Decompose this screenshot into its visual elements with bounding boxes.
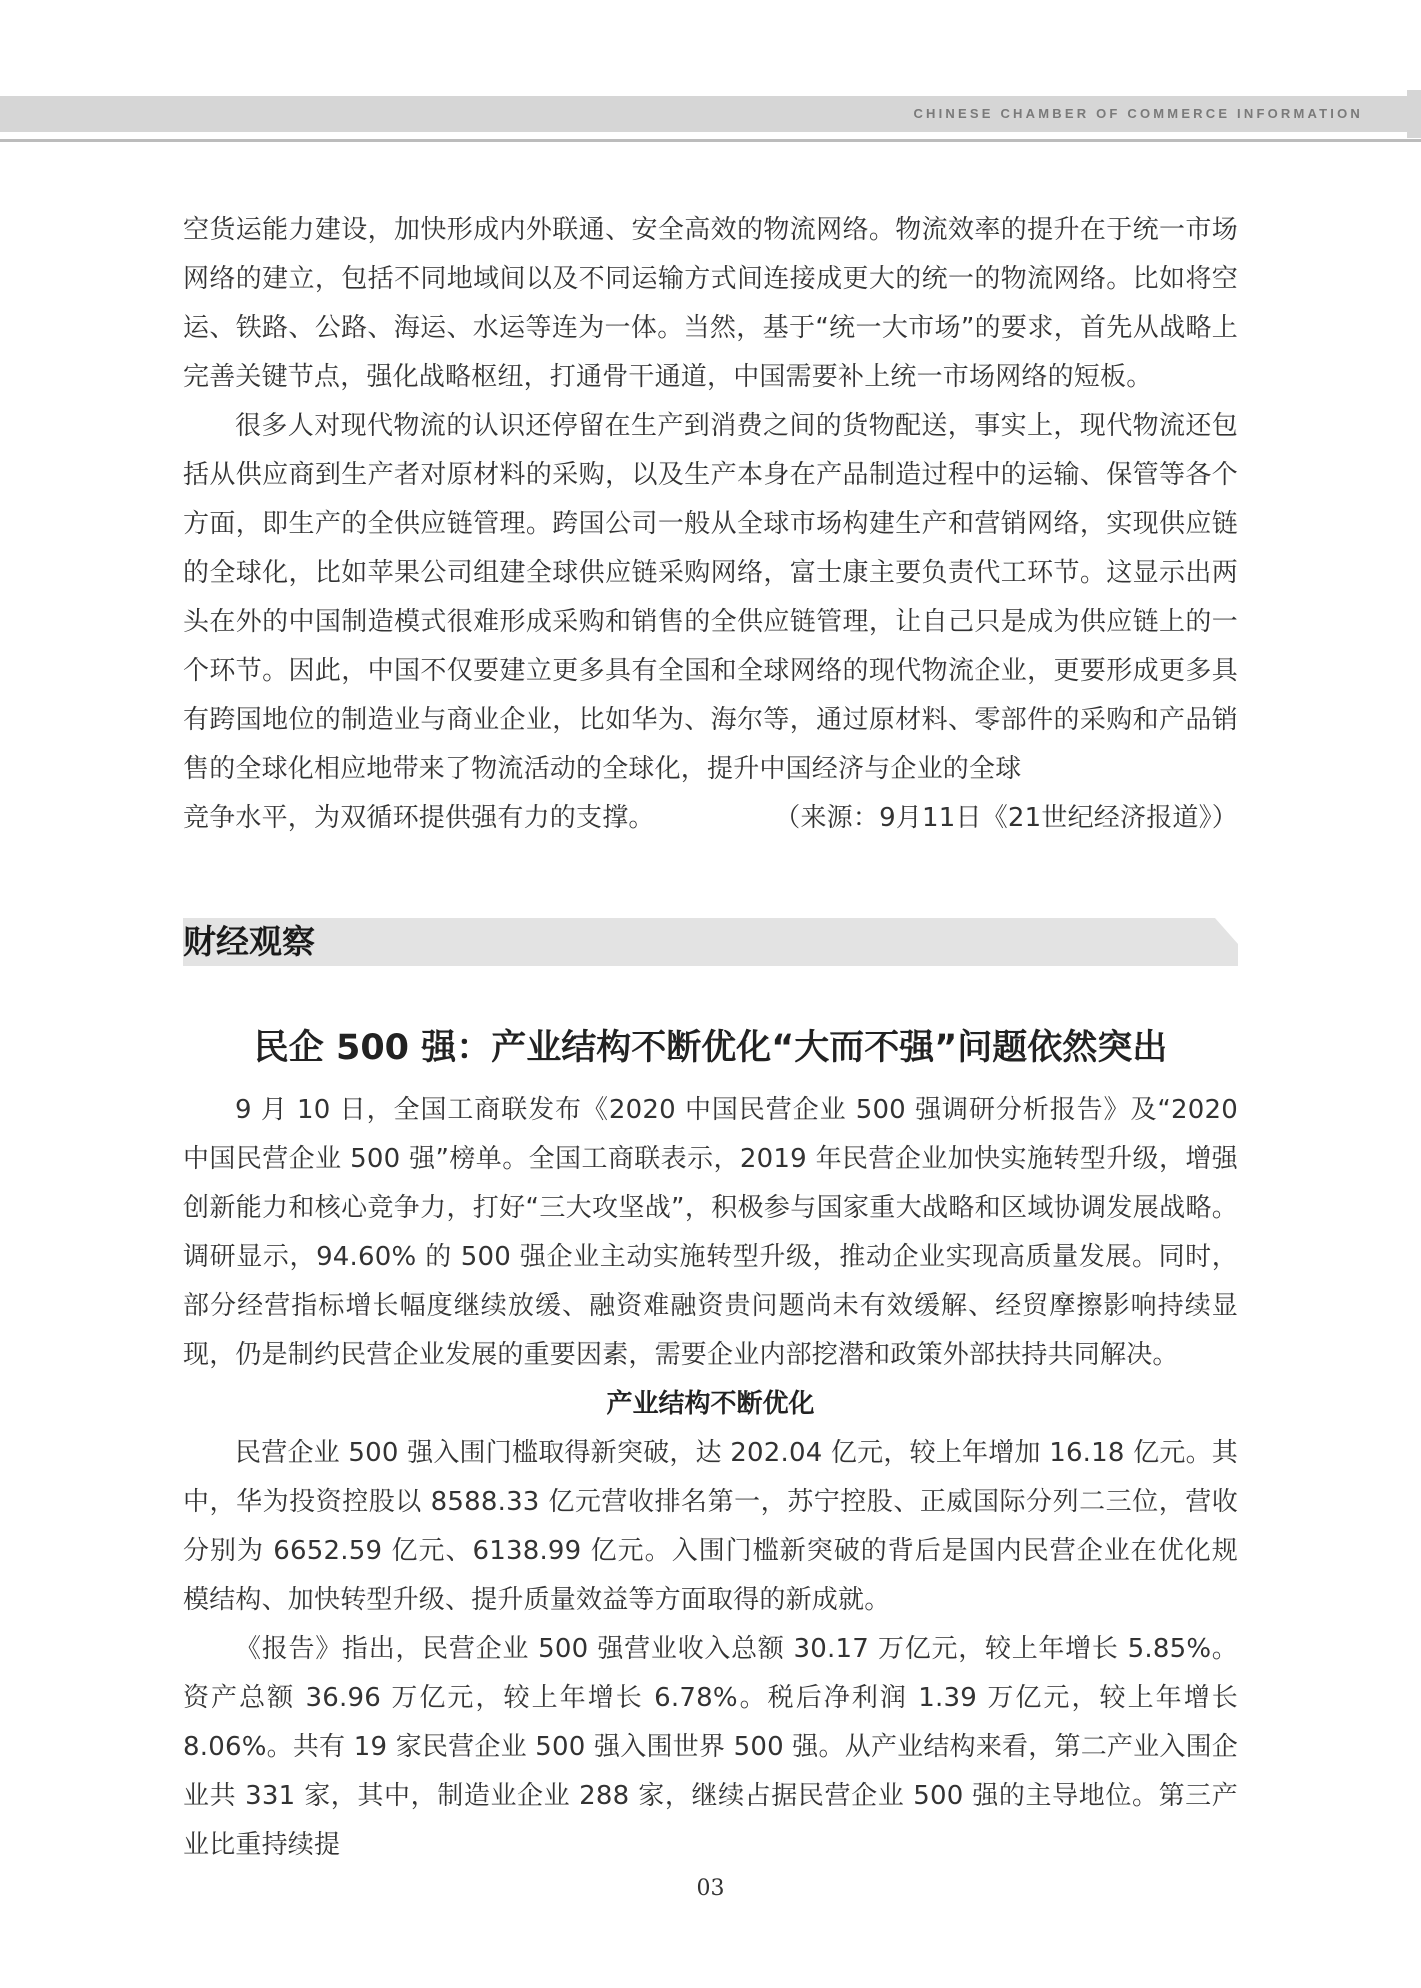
source-citation: （来源：9月11日《21世纪经济报道》） [774, 803, 1238, 833]
article-paragraph-1: 9 月 10 日，全国工商联发布《2020 中国民营企业 500 强调研分析报告》及“2020 中国民营企业 500 强”榜单。全国工商联表示，2019 年民营企业加快实施转型升级，增强创新能力和核心竞争力，打好“三大攻坚战”，积极参与国家重大战略和区域协调发展战略。调研显示，94.60% 的 500 强企业主动实施转型升级，推动企业实现高质量发展。同时，部分经营指标增长幅度继续放缓、融资难融资贵问题尚未有效缓解、经贸摩擦影响持续显现，仍是制约民营企业发展的重要因素，需要企业内部挖潜和政策外部扶持共同解决。 [183, 1095, 1238, 1370]
continued-paragraph-2-end: 竞争水平，为双循环提供强有力的支撑。 [183, 803, 655, 833]
header-rule [0, 139, 1421, 142]
continued-article [183, 206, 1238, 843]
page-number: 03 [696, 1876, 725, 1901]
running-header-band [0, 96, 1421, 132]
section-header [183, 918, 1238, 966]
continued-paragraph-2: 很多人对现代物流的认识还停留在生产到消费之间的货物配送，事实上，现代物流还包括从供应商到生产者对原材料的采购，以及生产本身在产品制造过程中的运输、保管等各个方面，即生产的全供应链管理。跨国公司一般从全球市场构建生产和营销网络，实现供应链的全球化，比如苹果公司组建全球供应链采购网络，富士康主要负责代工环节。这显示出两头在外的中国制造模式很难形成采购和销售的全供应链管理，让自己只是成为供应链上的一个环节。因此，中国不仅要建立更多具有全国和全球网络的现代物流企业，更要形成更多具有跨国地位的制造业与商业企业，比如华为、海尔等，通过原材料、零部件的采购和产品销售的全球化相应地带来了物流活动的全球化，提升中国经济与企业的全球 [183, 411, 1238, 784]
header-band-tab [1407, 90, 1421, 138]
article-body [183, 1086, 1238, 1870]
section-band-shape [183, 918, 1238, 966]
continued-last-line [183, 794, 1238, 843]
continued-paragraph-1: 空货运能力建设，加快形成内外联通、安全高效的物流网络。物流效率的提升在于统一市场网络的建立，包括不同地域间以及不同运输方式间连接成更大的统一的物流网络。比如将空运、铁路、公路、海运、水运等连为一体。当然，基于“统一大市场”的要求，首先从战略上完善关键节点，强化战略枢纽，打通骨干通道，中国需要补上统一市场网络的短板。 [183, 215, 1238, 392]
article-title: 民企 500 强：产业结构不断优化“大而不强”问题依然突出 [253, 1028, 1168, 1068]
running-header-title: CHINESE CHAMBER OF COMMERCE INFORMATION [913, 106, 1363, 121]
article-subheading: 产业结构不断优化 [606, 1389, 815, 1419]
section-title: 财经观察 [183, 922, 315, 961]
article-paragraph-2: 民营企业 500 强入围门槛取得新突破，达 202.04 亿元，较上年增加 16.18 亿元。其中，华为投资控股以 8588.33 亿元营收排名第一，苏宁控股、正威国际分列二三位，营收分别为 6652.59 亿元、6138.99 亿元。入围门槛新突破的背后是国内民营企业在优化规模结构、加快转型升级、提升质量效益等方面取得的新成就。 [183, 1438, 1238, 1615]
article-paragraph-3: 《报告》指出，民营企业 500 强营业收入总额 30.17 万亿元，较上年增长 5.85%。资产总额 36.96 万亿元，较上年增长 6.78%。税后净利润 1.39 万亿元，较上年增长 8.06%。共有 19 家民营企业 500 强入围世界 500 强。从产业结构来看，第二产业入围企业共 331 家，其中，制造业企业 288 家，继续占据民营企业 500 强的主导地位。第三产业比重持续提 [183, 1634, 1238, 1860]
